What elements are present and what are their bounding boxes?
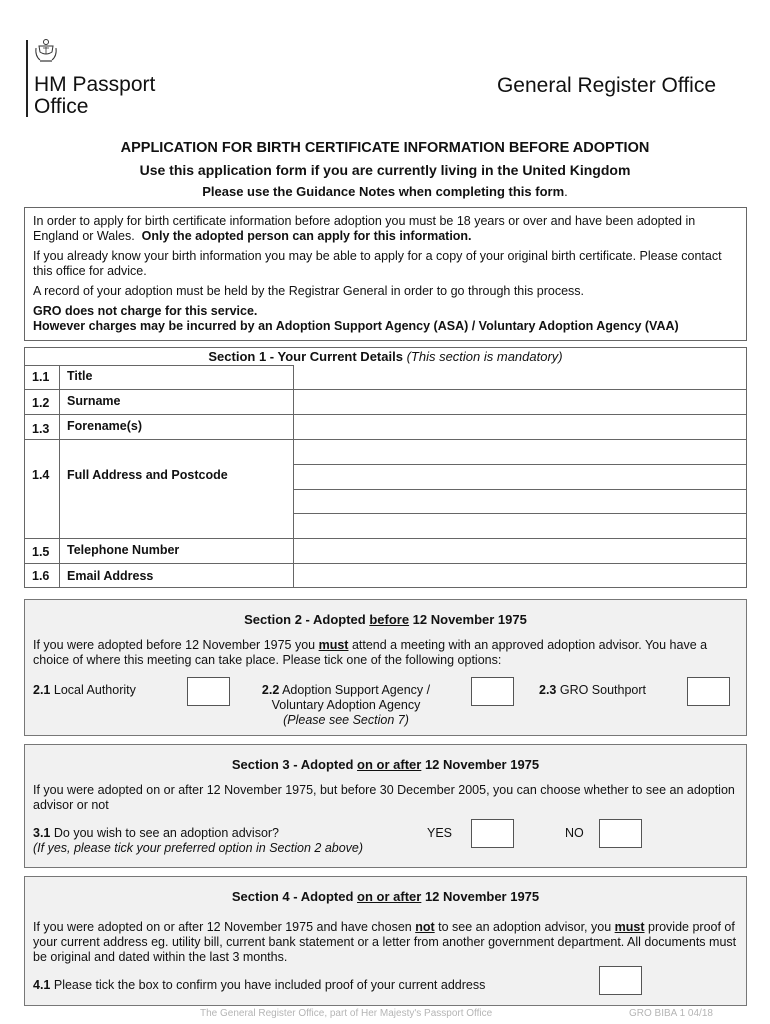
forenames-input[interactable] <box>294 415 746 438</box>
no-label: NO <box>565 826 584 840</box>
row-num: 1.6 <box>32 569 50 583</box>
yes-checkbox[interactable] <box>471 819 514 848</box>
section-3-text: If you were adopted on or after 12 November 1975, but before 30 December 2005, you can choose whether to see an adoption advisor or not <box>33 783 735 812</box>
text-part: If you were adopted on or after 12 November 1975 and have chosen <box>33 920 416 934</box>
row-num: 1.3 <box>32 422 50 436</box>
brand-name <box>34 74 155 118</box>
text-emphasis: must <box>614 920 645 934</box>
question-adoption-advisor <box>33 826 363 856</box>
row-telephone <box>25 539 746 564</box>
section-4-title <box>25 889 746 904</box>
title-emphasis: on or after <box>357 757 422 772</box>
footer-organisation: The General Register Office, part of Her Majesty's Passport Office <box>200 1008 493 1019</box>
intro-para-3: A record of your adoption must be held by the Registrar General in order to go through this process. <box>33 284 585 298</box>
gro-southport-checkbox[interactable] <box>687 677 730 706</box>
question-num: 4.1 <box>33 978 51 992</box>
text-part: provide proof of your current address eg. utility bill, current bank statement or a letter from another government department. All documents must be original and dated within the last 3 months. <box>33 920 737 964</box>
section-3-title <box>25 757 746 772</box>
option-local-authority <box>33 683 136 698</box>
intro-para-4: GRO does not charge for this service. <box>33 304 258 318</box>
section-1-header <box>25 348 746 366</box>
guidance-note <box>0 184 770 199</box>
row-address <box>25 440 746 539</box>
section-4-text <box>33 920 738 965</box>
option-label: Adoption Support Agency / <box>279 683 431 697</box>
section-1-note: (This section is mandatory) <box>406 349 563 364</box>
intro-para-2: If you already know your birth information you may be able to apply for a copy of your original birth certificate. Please contact this office for advice. <box>33 249 722 278</box>
option-note: (Please see Section 7) <box>283 713 409 727</box>
title-part: 12 November 1975 <box>409 612 527 627</box>
row-label: Full Address and Postcode <box>67 468 228 482</box>
footer-form-code: GRO BIBA 1 04/18 <box>629 1008 713 1019</box>
row-label: Forename(s) <box>67 419 143 433</box>
section-2-text <box>33 638 738 668</box>
form-subtitle: Use this application form if you are currently living in the United Kingdom <box>139 162 631 178</box>
address-line-divider <box>294 489 746 490</box>
asa-vaa-checkbox[interactable] <box>471 677 514 706</box>
option-asa-vaa <box>251 683 441 728</box>
option-num: 2.3 <box>539 683 557 697</box>
brand-divider <box>26 40 28 117</box>
royal-crest-icon <box>34 38 58 64</box>
title-part: 12 November 1975 <box>421 889 540 904</box>
row-surname <box>25 390 746 415</box>
option-num: 2.1 <box>33 683 51 697</box>
text-emphasis: must <box>318 638 349 652</box>
row-num: 1.5 <box>32 545 50 559</box>
row-label: Telephone Number <box>67 543 180 557</box>
text-part: If you were adopted before 12 November 1975 you <box>33 638 319 652</box>
section-3 <box>24 744 747 868</box>
telephone-input[interactable] <box>294 539 746 562</box>
row-num: 1.1 <box>32 370 50 384</box>
question-label: Do you wish to see an adoption advisor? <box>50 826 280 840</box>
brand-line-1: HM Passport <box>34 73 156 96</box>
row-forenames <box>25 415 746 440</box>
no-checkbox[interactable] <box>599 819 642 848</box>
form-title: APPLICATION FOR BIRTH CERTIFICATE INFORMATION BEFORE ADOPTION <box>120 140 650 156</box>
question-proof-of-address <box>33 978 485 993</box>
title-emphasis: before <box>369 612 410 627</box>
row-title <box>25 365 746 390</box>
section-2 <box>24 599 747 736</box>
intro-p1a: In order to apply for birth certificate information before adoption you must be 18 years or over and have been adopted in England or Wales. <box>33 214 696 243</box>
row-label: Email Address <box>67 569 154 583</box>
question-num: 3.1 <box>33 826 51 840</box>
option-num: 2.2 <box>261 683 280 697</box>
row-label: Title <box>67 369 93 383</box>
intro-para-5: However charges may be incurred by an Adoption Support Agency (ASA) / Voluntary Adoption Agency (VAA) <box>33 319 679 333</box>
intro-para-1 <box>33 214 738 244</box>
proof-of-address-checkbox[interactable] <box>599 966 642 995</box>
intro-p1b: Only the adopted person can apply for this information. <box>141 229 472 243</box>
brand-line-2: Office <box>34 95 89 118</box>
guidance-stop: . <box>564 184 568 199</box>
guidance-text: Please use the Guidance Notes when completing this form <box>202 184 565 199</box>
title-part: 12 November 1975 <box>421 757 540 772</box>
title-part: Section 4 - Adopted <box>231 889 358 904</box>
section-4 <box>24 876 747 1006</box>
row-label: Surname <box>67 394 121 408</box>
title-part: Section 2 - Adopted <box>244 612 370 627</box>
section-1-title: Section 1 - Your Current Details <box>208 349 403 364</box>
title-emphasis: on or after <box>357 889 422 904</box>
surname-input[interactable] <box>294 390 746 413</box>
question-label: Please tick the box to confirm you have included proof of your current address <box>50 978 486 992</box>
text-part: to see an adoption advisor, you <box>434 920 615 934</box>
address-line-divider <box>294 513 746 514</box>
intro-box <box>24 207 747 341</box>
option-label: GRO Southport <box>556 683 647 697</box>
office-name: General Register Office <box>496 74 716 97</box>
question-note: (If yes, please tick your preferred option in Section 2 above) <box>33 841 364 855</box>
title-input[interactable] <box>294 365 746 388</box>
yes-label: YES <box>427 826 453 840</box>
row-email <box>25 564 746 587</box>
email-input[interactable] <box>294 564 746 587</box>
row-num: 1.4 <box>32 468 50 482</box>
option-label: Local Authority <box>50 683 136 697</box>
title-part: Section 3 - Adopted <box>231 757 358 772</box>
address-line-divider <box>294 464 746 465</box>
section-2-title <box>25 612 746 627</box>
local-authority-checkbox[interactable] <box>187 677 230 706</box>
text-part: attend a meeting with an approved adoption advisor. You have a choice of where this meeting can take place. Please tick one of the following options: <box>33 638 708 667</box>
option-gro-southport <box>539 683 646 698</box>
section-1-table <box>24 347 747 588</box>
row-num: 1.2 <box>32 396 50 410</box>
option-label-line-2: Voluntary Adoption Agency <box>271 698 421 712</box>
text-emphasis: not <box>415 920 435 934</box>
